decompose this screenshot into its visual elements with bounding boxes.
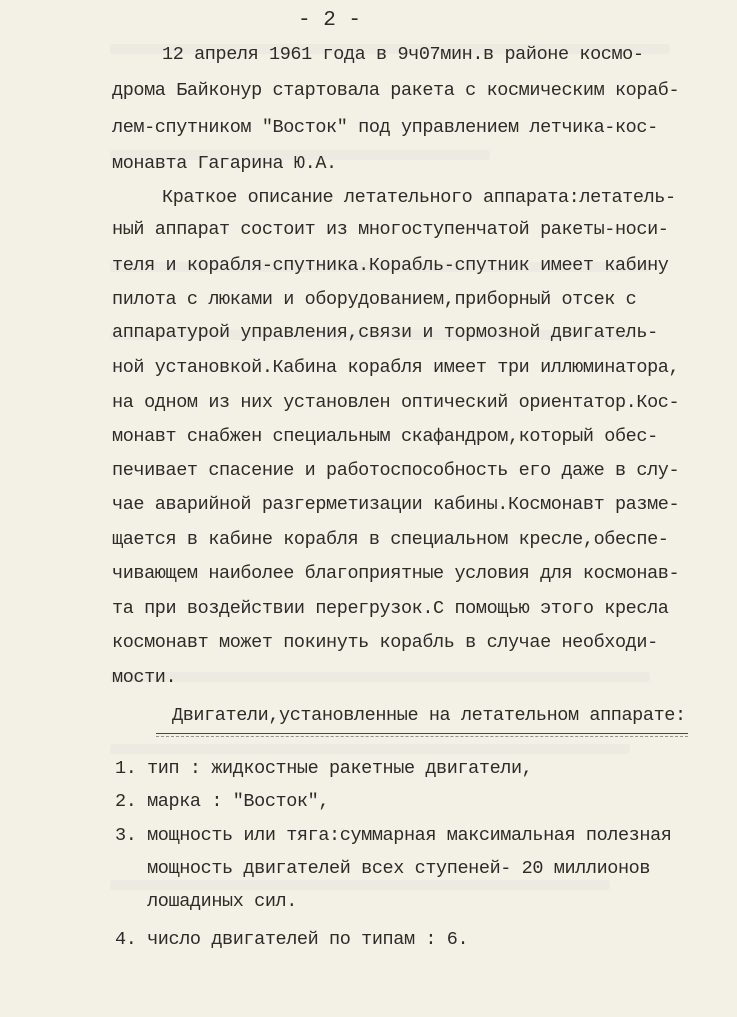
list-item: лошадиных сил. xyxy=(115,891,297,912)
paragraph2-line: чае аварийной разгерметизации кабины.Космонавт разме- xyxy=(112,494,680,515)
paragraph1-line: лем-спутником "Восток" под управлением летчика-кос- xyxy=(112,117,658,138)
engines-heading: Двигатели,установленные на летательном аппарате: xyxy=(172,705,686,726)
paragraph2-line: ной установкой.Кабина корабля имеет три иллюминатора, xyxy=(112,357,680,378)
paragraph2-line: та при воздействии перегрузок.С помощью этого кресла xyxy=(112,598,669,619)
paragraph2-line: космонавт может покинуть корабль в случае необходи- xyxy=(112,632,658,653)
paragraph2-line: на одном из них установлен оптический ориентатор.Кос- xyxy=(112,392,680,413)
paragraph2-line: пилота с люками и оборудованием,приборный отсек с xyxy=(112,289,637,310)
paragraph2-line: ный аппарат состоит из многоступенчатой ракеты-носи- xyxy=(112,219,669,240)
page-number: - 2 - xyxy=(298,9,362,32)
paragraph2-line: мости. xyxy=(112,667,177,688)
paragraph1-line: монавта Гагарина Ю.А. xyxy=(112,153,337,174)
list-item: мощность двигателей всех ступеней- 20 миллионов xyxy=(115,858,651,879)
paragraph2-line: Краткое описание летательного аппарата:летатель- xyxy=(162,187,676,208)
paragraph2-line: аппаратурой управления,связи и тормозной двигатель- xyxy=(112,322,658,343)
list-item: 3. мощность или тяга:суммарная максимальная полезная xyxy=(115,825,672,846)
list-item: 2. марка : "Восток", xyxy=(115,791,330,812)
heading-underline xyxy=(156,733,688,734)
list-item: 4. число двигателей по типам : 6. xyxy=(115,929,469,950)
paragraph1-line: дрома Байконур стартовала ракета с космическим кораб- xyxy=(112,80,680,101)
paragraph2-line: монавт снабжен специальным скафандром,который обес- xyxy=(112,426,658,447)
paragraph2-line: теля и корабля-спутника.Корабль-спутник имеет кабину xyxy=(112,255,669,276)
heading-underline-shadow xyxy=(156,736,688,737)
paragraph2-line: щается в кабине корабля в специальном кресле,обеспе- xyxy=(112,529,669,550)
paragraph2-line: печивает спасение и работоспособность его даже в слу- xyxy=(112,460,680,481)
paragraph1-line: 12 апреля 1961 года в 9ч07мин.в районе космо- xyxy=(162,44,644,65)
list-item: 1. тип : жидкостные ракетные двигатели, xyxy=(115,758,533,779)
paragraph2-line: чивающем наиболее благоприятные условия для космонав- xyxy=(112,563,680,584)
